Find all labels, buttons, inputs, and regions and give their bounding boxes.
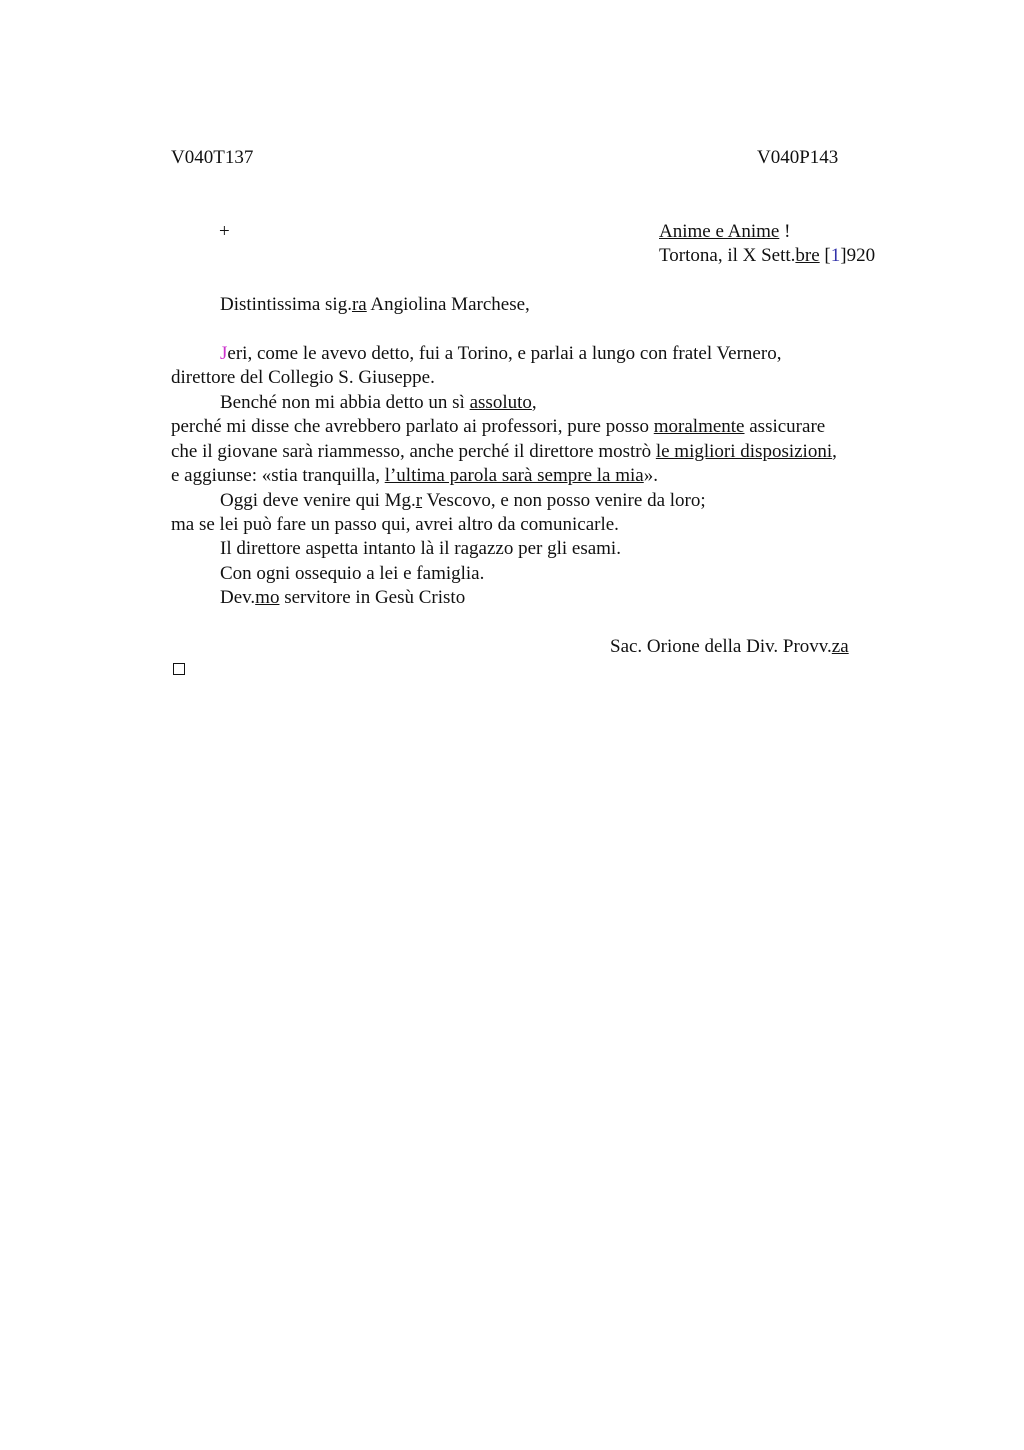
initial-letter: J [220,343,228,364]
body-line-1 [220,342,781,366]
motto [659,220,790,244]
body-line-3-prefix: Benché non mi abbia detto un sì [220,392,470,413]
signature-prefix: Sac. Orione della Div. Provv. [610,636,832,657]
salutation-prefix: Distintissima sig. [220,294,352,315]
body-line-5-suffix: , [832,441,837,462]
document-code-left: V040T137 [171,147,254,168]
body-line-4-suffix: assicurare [744,416,826,437]
body-line-3-underlined: assoluto [469,392,532,413]
body-line-7-underlined: r [415,490,423,511]
closing-line [220,586,465,610]
body-line-7-prefix: Oggi deve venire qui Mg. [220,490,416,511]
body-line-2: direttore del Collegio S. Giuseppe. [171,367,435,388]
body-line-8: ma se lei può fare un passo qui, avrei altro da comunicarle. [171,514,619,535]
body-line-6-prefix: e aggiunse: «stia tranquilla, [171,465,385,486]
body-line-4 [171,415,825,439]
body-line-7-suffix: Vescovo, e non posso venire da loro; [422,490,706,511]
motto-suffix: ! [779,221,791,242]
cross-mark: + [219,221,230,242]
body-line-1-text: eri, come le avevo detto, fui a Torino, e parlai a lungo con fratel Vernero, [227,343,782,364]
date-bracket-open: [ [819,245,831,266]
body-line-10: Con ogni ossequio a lei e famiglia. [220,563,485,584]
document-code-right: V040P143 [757,147,839,168]
body-line-3 [220,391,537,415]
date-line [659,244,875,268]
body-line-5-prefix: che il giovane sarà riammesso, anche perché il direttore mostrò [171,441,656,462]
salutation [220,293,530,317]
body-line-6 [171,464,658,488]
closing-suffix: servitore in Gesù Cristo [279,587,466,608]
body-line-4-underlined: moralmente [653,416,745,437]
body-line-3-suffix: , [531,392,537,413]
closing-prefix: Dev. [220,587,256,608]
date-bracket-close: ]920 [840,245,876,266]
signature [610,635,849,659]
body-line-4-prefix: perché mi disse che avrebbero parlato ai professori, pure posso [171,416,654,437]
date-prefix: Tortona, il X Sett. [659,245,796,266]
motto-text: Anime e Anime [659,221,780,242]
date-bracket-digit: 1 [830,245,841,266]
salutation-suffix: Angiolina Marchese, [366,294,530,315]
date-superscript: bre [795,245,820,266]
end-box-icon [173,663,185,675]
body-line-6-underlined: l’ultima parola sarà sempre la mia [384,465,644,486]
signature-underlined: za [831,636,849,657]
body-line-5 [171,440,837,464]
body-line-7 [220,489,706,513]
body-line-5-underlined: le migliori disposizioni [655,441,833,462]
closing-underlined: mo [255,587,280,608]
body-line-9: Il direttore aspetta intanto là il ragazzo per gli esami. [220,538,621,559]
body-line-6-suffix: ». [643,465,658,486]
salutation-superscript: ra [351,294,367,315]
